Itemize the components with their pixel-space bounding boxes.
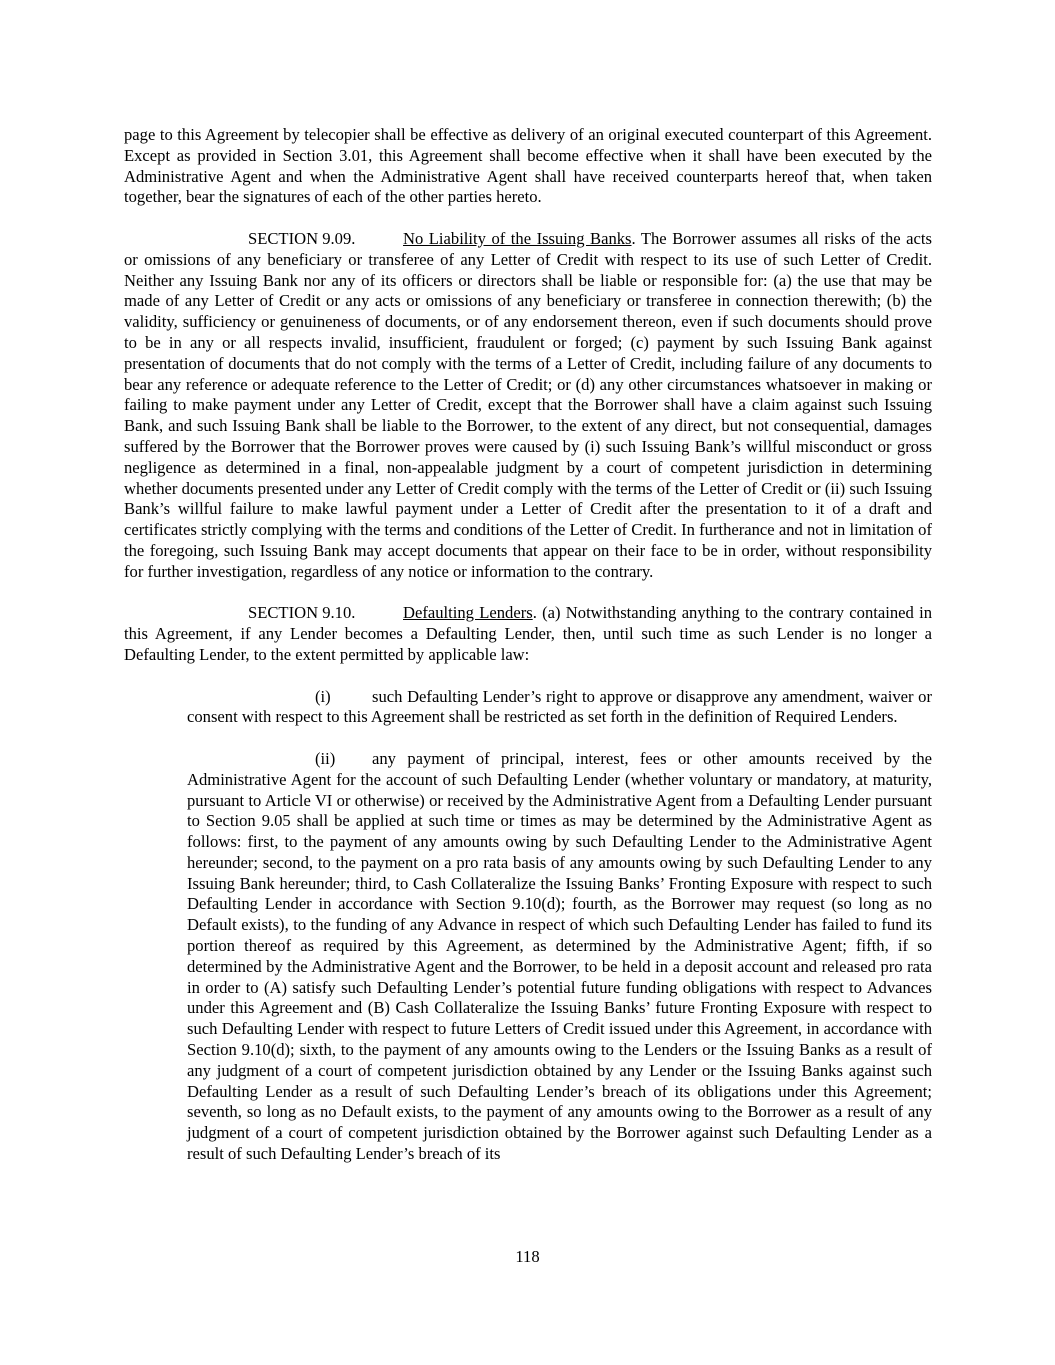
list-item <box>187 749 932 1165</box>
section-9-10-paragraph <box>124 603 932 665</box>
list-item <box>187 687 932 729</box>
continuation-paragraph: page to this Agreement by telecopier shall be effective as delivery of an original executed counterpart of this Agreement. Except as provided in Section 3.01, this Agreement shall become effective when it shall have been executed by the Administrative Agent and when the Administrative Agent shall have received counterparts hereof that, when taken together, bear the signatures of each of the other parties hereto. <box>124 125 932 207</box>
page-number: 118 <box>515 1247 540 1266</box>
item-i-number: (i) <box>315 686 331 706</box>
item-ii-number: (ii) <box>315 748 336 768</box>
section-9-09-body: . The Borrower assumes all risks of the acts or omissions of any beneficiary or transferee of any Letter of Credit with respect to its use of such Letter of Credit. Neither any Issuing Bank nor any of its officers or directors shall be liable or responsible for: (a) the use that may be made of any Letter of Credit or any acts or omissions of any beneficiary or transferee in connection therewith; (b) the validity, sufficiency or genuineness of documents, or of any endorsement thereon, even if such documents should prove to be in any or all respects invalid, insufficient, fraudulent or forged; (c) payment by such Issuing Bank against presentation of documents that do not comply with the terms of a Letter of Credit, including failure of any documents to bear any reference or adequate reference to the Letter of Credit; or (d) any other circumstances whatsoever in making or failing to make payment under any Letter of Credit, except that the Borrower shall have a claim against such Issuing Bank, and such Issuing Bank shall be liable to the Borrower, to the extent of any direct, but not consequential, damages suffered by the Borrower that the Borrower proves were caused by (i) such Issuing Bank’s willful misconduct or gross negligence as determined in a final, non-appealable judgment by a court of competent jurisdiction in determining whether documents presented under any Letter of Credit comply with the terms of the Letter of Credit or (ii) such Issuing Bank’s willful failure to make lawful payment under a Letter of Credit after the presentation to it of a draft and certificates strictly complying with the terms and conditions of the Letter of Credit. In furtherance and not in limitation of the foregoing, such Issuing Bank may accept documents that appear on their face to be in order, without responsibility for further investigation, regardless of any notice or information to the contrary. <box>124 228 932 581</box>
item-ii-text: any payment of principal, interest, fees or other amounts received by the Administrative Agent for the account of such Defaulting Lender (whether voluntary or mandatory, at maturity, pursuant to Article VI or otherwise) or received by the Administrative Agent from a Defaulting Lender pursuant to Section 9.05 shall be applied at such time or times as may be determined by the Administrative Agent as follows: first, to the payment of any amounts owing by such Defaulting Lender to the Administrative Agent hereunder; second, to the payment on a pro rata basis of any amounts owing by such Defaulting Lender to any Issuing Bank hereunder; third, to Cash Collateralize the Issuing Banks’ Fronting Exposure with respect to such Defaulting Lender in accordance with Section 9.10(d); fourth, as the Borrower may request (so long as no Default exists), to the funding of any Advance in respect of which such Defaulting Lender has failed to fund its portion thereof as required by this Agreement, as determined by the Administrative Agent; fifth, if so determined by the Administrative Agent and the Borrower, to be held in a deposit account and released pro rata in order to (A) satisfy such Defaulting Lender’s potential future funding obligations with respect to Advances under this Agreement and (B) Cash Collateralize the Issuing Banks’ future Fronting Exposure with respect to such Defaulting Lender with respect to future Letters of Credit issued under this Agreement, in accordance with Section 9.10(d); sixth, to the payment of any amounts owing to the Lenders or the Issuing Banks as a result of any judgment of a court of competent jurisdiction obtained by any Lender or the Issuing Banks against such Defaulting Lender as a result of such Defaulting Lender’s breach of its obligations under this Agreement; seventh, so long as no Default exists, to the payment of any amounts owing to the Borrower as a result of any judgment of a court of competent jurisdiction obtained by the Borrower against such Defaulting Lender as a result of such Defaulting Lender’s breach of its <box>187 748 932 1164</box>
item-i-text: such Defaulting Lender’s right to approve or disapprove any amendment, waiver or consent with respect to this Agreement shall be restricted as set forth in the definition of Required Lenders. <box>187 686 932 727</box>
section-9-09-heading: No Liability of the Issuing Banks <box>403 228 632 248</box>
section-9-10-heading: Defaulting Lenders <box>403 603 533 623</box>
section-9-09-number: SECTION 9.09. <box>248 228 356 248</box>
document-page <box>124 125 932 1186</box>
section-9-10-number: SECTION 9.10. <box>248 603 356 623</box>
section-9-10-items <box>187 687 932 1165</box>
section-9-09-paragraph <box>124 229 932 583</box>
section-9-10-body: . (a) Notwithstanding anything to the contrary contained in this Agreement, if any Lender becomes a Defaulting Lender, then, until such time as such Lender is no longer a Defaulting Lender, to the extent permitted by applicable law: <box>124 603 932 664</box>
